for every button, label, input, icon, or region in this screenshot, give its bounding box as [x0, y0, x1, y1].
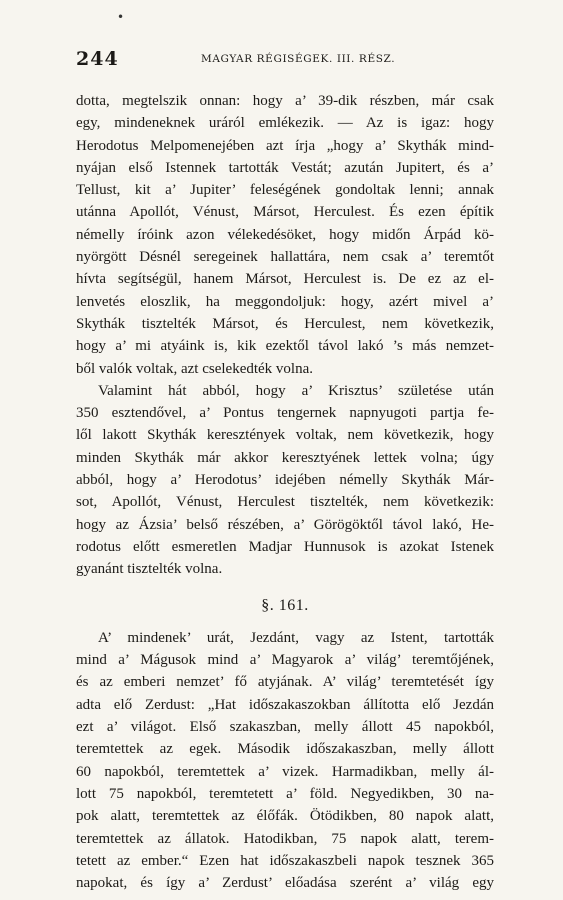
text-line: hívta segítségül, hanem Mársot, Herculest is. De ez az el-: [76, 271, 494, 288]
text-line: némelly íróink azon vélekedésöket, hogy midőn Árpád kö-: [76, 226, 494, 243]
paragraph-1: [76, 90, 494, 380]
text-line: lől lakott Skythák keresztények voltak, nem következik, hogy: [76, 427, 494, 444]
page-number: 244: [76, 48, 119, 70]
running-head: MAGYAR RÉGISÉGEK. III. RÉSZ.: [201, 53, 396, 65]
paragraph-2: [76, 380, 494, 581]
body-text: [76, 90, 494, 894]
text-line: hogy az Ázsia’ belső részében, a’ Görögöktől távol lakó, He-: [76, 516, 494, 533]
text-line: Herodotus Melpomenejében azt írja „hogy a’ Skythák mind-: [76, 137, 494, 154]
text-line: nyörgött Désnél seregeinek hallattára, nem csak a’ teremtőt: [76, 249, 494, 266]
text-line: Valamint hát abból, hogy a’ Krisztus’ születése után: [98, 382, 494, 399]
text-line: hogy a’ mi atyáink is, kik ezektől távol lakó ’s más nemzet-: [76, 338, 494, 355]
text-line: sot, Apollót, Vénust, Herculest tisztelték, nem következik:: [76, 494, 494, 511]
text-line: rodotus előtt esmeretlen Madjar Hunnusok is azokat Istenek: [76, 538, 494, 555]
text-line: 60 napokból, teremtettek a’ vizek. Harmadikban, melly ál-: [76, 763, 494, 780]
text-line: napokat, és így a’ Zerdust’ előadása szerént a’ világ egy: [76, 875, 494, 892]
text-line: teremtettek az állatok. Hatodikban, 75 napok alatt, terem-: [76, 830, 494, 847]
text-line: teremtettek az egek. Második időszakaszban, melly állott: [76, 741, 494, 758]
top-mark: •: [117, 10, 125, 24]
text-line: mind a’ Mágusok mind a’ Magyarok a’ világ’ teremtőjének,: [76, 652, 494, 669]
paragraph-3: [76, 627, 494, 895]
text-line: Skythák tisztelték Mársot, és Herculest, nem következik,: [76, 315, 494, 332]
text-line: dotta, megtelszik onnan: hogy a’ 39-dik részben, már csak: [76, 93, 494, 109]
text-line: egy, mindeneknek uráról emlékezik. — Az is igaz: hogy: [76, 115, 494, 132]
page-header: [76, 48, 496, 72]
text-line: A’ mindenek’ urát, Jezdánt, vagy az Istent, tartották: [98, 629, 494, 646]
text-line: lenvetés eloszlik, ha meggondoljuk: hogy, azért mivel a’: [76, 293, 494, 310]
section-heading: §. 161.: [261, 596, 309, 614]
text-line: lott 75 napokból, teremtetett a’ föld. Negyedikben, 30 na-: [76, 785, 494, 802]
text-line: minden Skythák már akkor keresztyének lettek volna; úgy: [76, 449, 494, 466]
text-line: utánna Apollót, Vénust, Mársot, Herculest. És ezen építik: [76, 204, 494, 221]
text-line: abból, hogy a’ Herodotus’ idejében némelly Skythák Már-: [76, 472, 494, 489]
text-line: és az emberi nemzet’ fő atyjának. A’ világ’ teremtetését így: [76, 674, 494, 691]
text-line: 350 esztendővel, a’ Pontus tengernek napnyugoti partja fe-: [76, 405, 494, 422]
text-line: pok alatt, teremtettek az élőfák. Ötödikben, 80 napok alatt,: [76, 808, 494, 825]
text-line: gyanánt tisztelték volna.: [76, 561, 223, 578]
text-line: ezt a’ világot. Első szakaszban, melly állott 45 napokból,: [76, 719, 494, 736]
text-line: Tellust, kit a’ Jupiter’ feleségének gondoltak lenni; annak: [76, 182, 494, 199]
text-line: ből valók voltak, azt cselekedték volna.: [76, 360, 314, 377]
text-line: tetett az ember.“ Ezen hat időszakaszbeli napok tesznek 365: [76, 852, 494, 869]
text-line: adta elő Zerdust: „Hat időszakaszokban állította elő Jezdán: [76, 696, 494, 713]
text-line: nyájan első Istennek tartották Vestát; azután Jupitert, és a’: [76, 159, 494, 176]
